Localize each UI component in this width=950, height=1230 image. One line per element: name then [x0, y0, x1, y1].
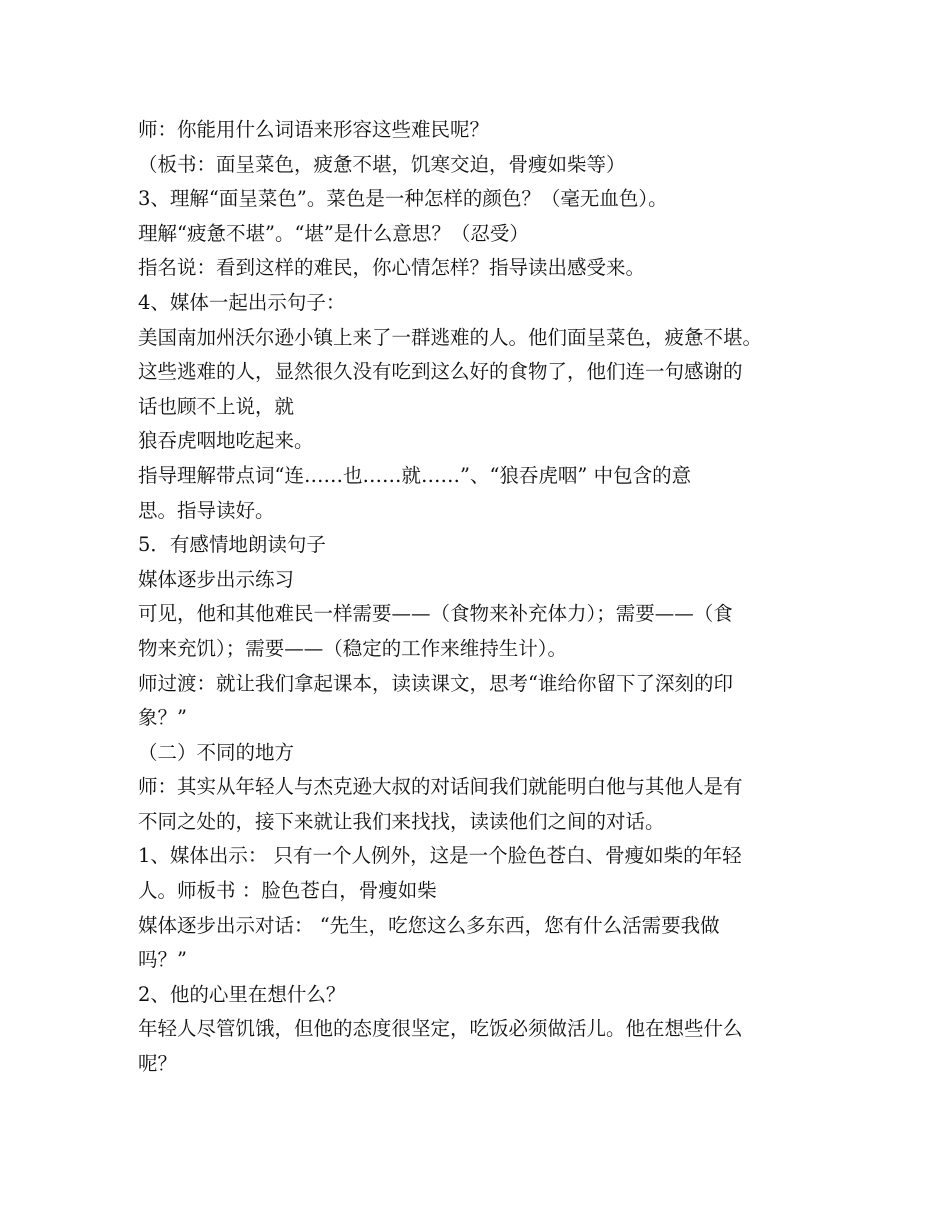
text-line: （二）不同的地方 [138, 740, 295, 764]
text-line: 指导理解带点词“连……也……就……”、“狼吞虎咽” 中包含的意 [138, 463, 692, 487]
text-line: 物来充饥）；需要——（稳定的工作来维持生计）。 [138, 636, 568, 660]
text-line: 师过渡：就让我们拿起课本，读读课文，思考“谁给你留下了深刻的印 [138, 671, 733, 695]
text-line: 不同之处的，接下来就让我们来找找，读读他们之间的对话。 [138, 809, 665, 833]
text-line: 2、他的心里在想什么？ [138, 982, 346, 1006]
text-line: 师：其实从年轻人与杰克逊大叔的对话间我们就能明白他与其他人是有 [138, 775, 743, 799]
text-line: 3、理解“面呈菜色”。菜色是一种怎样的颜色？（毫无血色）。 [138, 187, 668, 211]
text-line: 媒体逐步出示练习 [138, 567, 295, 591]
text-line: 指名说：看到这样的难民，你心情怎样？指导读出感受来。 [138, 256, 646, 280]
text-line: 美国南加州沃尔逊小镇上来了一群逃难的人。他们面呈菜色，疲惫不堪。 [138, 325, 763, 349]
text-line: 可见，他和其他难民一样需要——（食物来补充体力）；需要——（食 [138, 602, 733, 626]
text-line: 思。指导读好。 [138, 498, 275, 522]
text-line: 话也顾不上说，就 [138, 394, 295, 418]
text-line: 5．有感情地朗读句子 [138, 533, 326, 557]
text-line: 理解“疲惫不堪”。“堪”是什么意思？（忍受） [138, 221, 529, 245]
text-line: 年轻人尽管饥饿，但他的态度很坚定，吃饭必须做活儿。他在想些什么 [138, 1017, 743, 1041]
text-line: 呢？ [138, 1052, 178, 1076]
text-line: （板书：面呈菜色，疲惫不堪，饥寒交迫，骨瘦如柴等） [138, 152, 626, 176]
text-line: 这些逃难的人，显然很久没有吃到这么好的食物了，他们连一句感谢的 [138, 360, 743, 384]
text-line: 4、媒体一起出示句子： [138, 290, 346, 314]
document-body [138, 113, 828, 1082]
text-line: 吗？” [138, 948, 187, 972]
text-line: 师：你能用什么词语来形容这些难民呢？ [138, 118, 490, 141]
text-line: 象？” [138, 706, 187, 730]
text-line: 1、媒体出示： 只有一个人例外，这是一个脸色苍白、骨瘦如柴的年轻 [138, 844, 742, 868]
text-line: 人。师板书 ：脸色苍白，骨瘦如柴 [138, 879, 437, 903]
text-line: 媒体逐步出示对话： “先生，吃您这么多东西，您有什么活需要我做 [138, 913, 720, 937]
text-line: 狼吞虎咽地吃起来。 [138, 429, 314, 453]
